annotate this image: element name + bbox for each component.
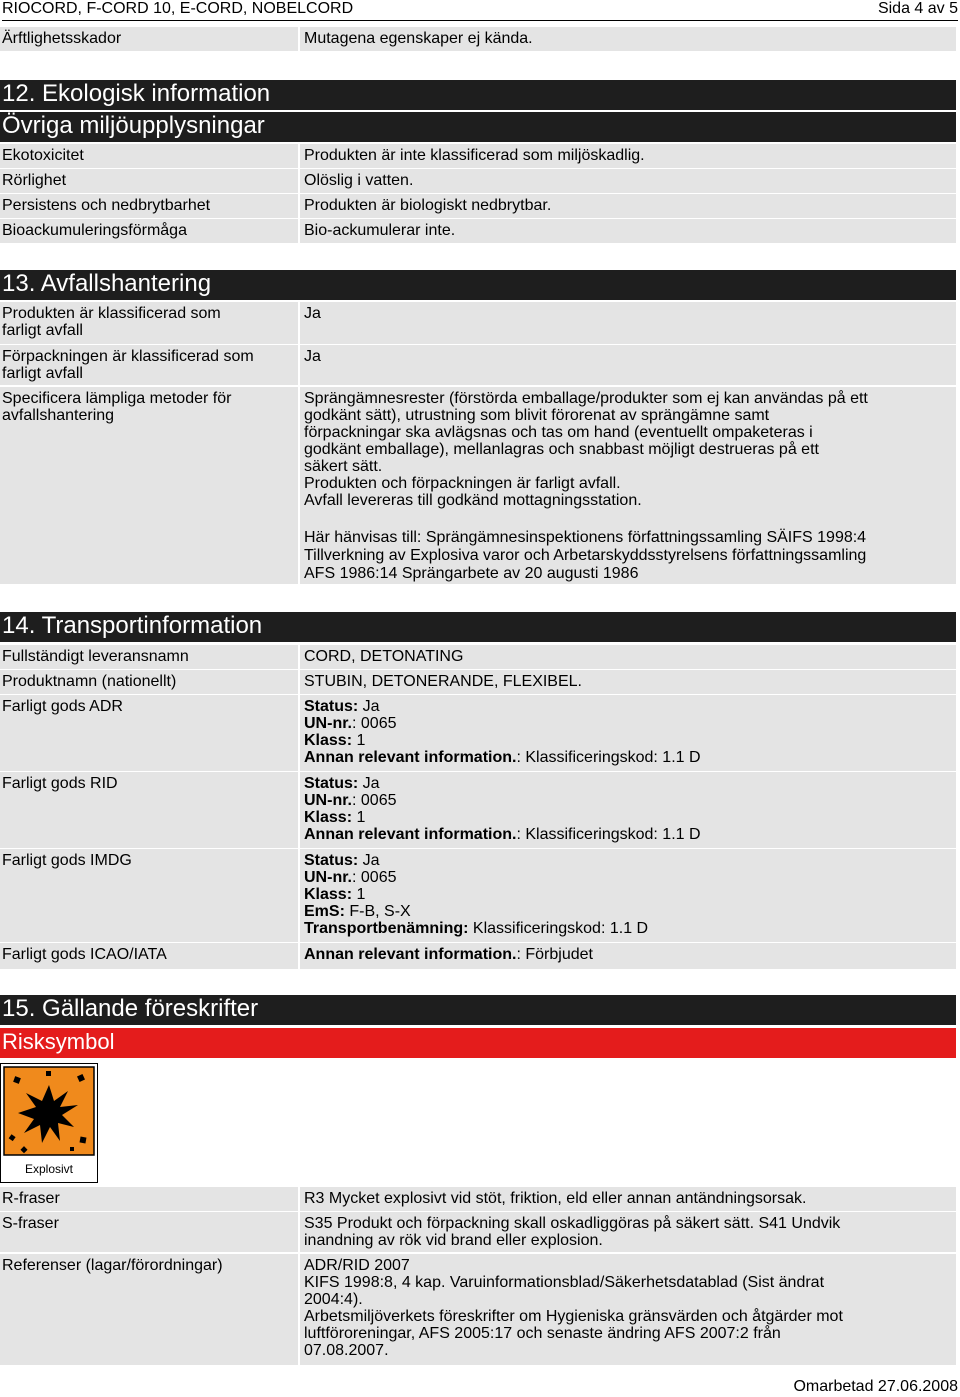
revision-date: Omarbetad 27.06.2008 xyxy=(793,1378,958,1395)
row-value-bioackumulering: Bio-ackumulerar inte. xyxy=(300,219,956,243)
row-label-forpackning-farligt-avfall: Förpackningen är klassificerad som farligt avfall xyxy=(0,345,298,385)
row-label-adr: Farligt gods ADR xyxy=(0,695,298,771)
row-label-produktnamn: Produktnamn (nationellt) xyxy=(0,670,298,694)
section-15-heading: 15. Gällande föreskrifter xyxy=(0,995,956,1025)
row-label-persistens: Persistens och nedbrytbarhet xyxy=(0,194,298,218)
row-value-metoder-avfall: Sprängämnesrester (förstörda emballage/produkter som ej kan användas på ett godkänt sätt), utrustning som blivit förorenat av sprängämne samt förpackningar ska avlägsnas och tas om hand (eventuellt ompaketeras i godkänt emballage), mellanlagras och snabbast möjligt destrueras på ett säkert sätt. Produkten och förpackningen är farligt avfall. Avfall levereras till godkänd mottagningsstation. Här hänvisas till: Sprängämnesinspektionens författningssamling SÄIFS 1998:4 Tillverkning av Explosiva varor och Arbetarskyddsstyrelsens författningssamling AFS 1986:14 Sprängarbete av 20 augusti 1986 xyxy=(300,387,956,584)
row-label-fullstandigt-leveransnamn: Fullständigt leveransnamn xyxy=(0,645,298,669)
row-value-adr: Status: Ja UN-nr.: 0065 Klass: 1 Annan relevant information.: Klassificeringskod: 1.1 D xyxy=(300,695,956,771)
row-label-r-fraser: R-fraser xyxy=(0,1187,298,1211)
row-label-referenser: Referenser (lagar/förordningar) xyxy=(0,1254,298,1365)
row-value-fullstandigt-leveransnamn: CORD, DETONATING xyxy=(300,645,956,669)
row-label-produkt-farligt-avfall: Produkten är klassificerad som farligt avfall xyxy=(0,302,298,344)
row-label-icao: Farligt gods ICAO/IATA xyxy=(0,943,298,969)
row-value-referenser: ADR/RID 2007 KIFS 1998:8, 4 kap. Varuinformationsblad/Säkerhetsdatablad (Sist ändrat 2004:4). Arbetsmiljöverkets föreskrifter om Hygieniska gränsvärden och åtgärder mot luftföroreningar, AFS 2005:17 och senaste ändring AFS 2007:2 från 07.08.2007. xyxy=(300,1254,956,1365)
row-label-imdg: Farligt gods IMDG xyxy=(0,849,298,942)
row-value-icao: Annan relevant information.: Förbjudet xyxy=(300,943,956,969)
row-value-imdg: Status: Ja UN-nr.: 0065 Klass: 1 EmS: F-B, S-X Transportbenämning: Klassificeringskod: 1.1 D xyxy=(300,849,956,942)
explosive-icon xyxy=(0,1063,98,1183)
row-label-bioackumulering: Bioackumuleringsförmåga xyxy=(0,219,298,243)
section-14-heading: 14. Transportinformation xyxy=(0,612,956,642)
symbol-label: Explosivt xyxy=(24,1162,74,1176)
row-label-s-fraser: S-fraser xyxy=(0,1212,298,1252)
row-label-rorlighet: Rörlighet xyxy=(0,169,298,193)
explosive-hazard-symbol xyxy=(0,1063,98,1183)
row-value-ekotoxicitet: Produkten är inte klassificerad som miljöskadlig. xyxy=(300,144,956,168)
row-label-ekotoxicitet: Ekotoxicitet xyxy=(0,144,298,168)
row-label-rid: Farligt gods RID xyxy=(0,772,298,848)
section-13-heading: 13. Avfallshantering xyxy=(0,270,956,300)
section-12-heading: 12. Ekologisk information xyxy=(0,80,956,110)
row-value-s-fraser: S35 Produkt och förpackning skall oskadliggöras på säkert sätt. S41 Undvik inandning av rök vid brand eller explosion. xyxy=(300,1212,956,1252)
row-label-arftlighetsskador: Ärftlighetsskador xyxy=(0,27,298,51)
row-value-r-fraser: R3 Mycket explosivt vid stöt, friktion, eld eller annan antändningsorsak. xyxy=(300,1187,956,1211)
row-label-metoder-avfall: Specificera lämpliga metoder för avfallshantering xyxy=(0,387,298,584)
document-title: RIOCORD, F-CORD 10, E-CORD, NOBELCORD xyxy=(2,0,354,17)
section-12-subheading: Övriga miljöupplysningar xyxy=(0,112,956,142)
row-value-arftlighetsskador: Mutagena egenskaper ej kända. xyxy=(300,27,956,51)
row-value-rid: Status: Ja UN-nr.: 0065 Klass: 1 Annan relevant information.: Klassificeringskod: 1.1 D xyxy=(300,772,956,848)
row-value-forpackning-farligt-avfall: Ja xyxy=(300,345,956,385)
header-rule xyxy=(2,20,958,21)
page-header xyxy=(2,0,958,20)
row-value-produkt-farligt-avfall: Ja xyxy=(300,302,956,344)
risk-symbol-heading: Risksymbol xyxy=(0,1028,956,1058)
row-value-persistens: Produkten är biologiskt nedbrytbar. xyxy=(300,194,956,218)
page-number: Sida 4 av 5 xyxy=(877,0,958,17)
row-value-produktnamn: STUBIN, DETONERANDE, FLEXIBEL. xyxy=(300,670,956,694)
row-value-rorlighet: Olöslig i vatten. xyxy=(300,169,956,193)
